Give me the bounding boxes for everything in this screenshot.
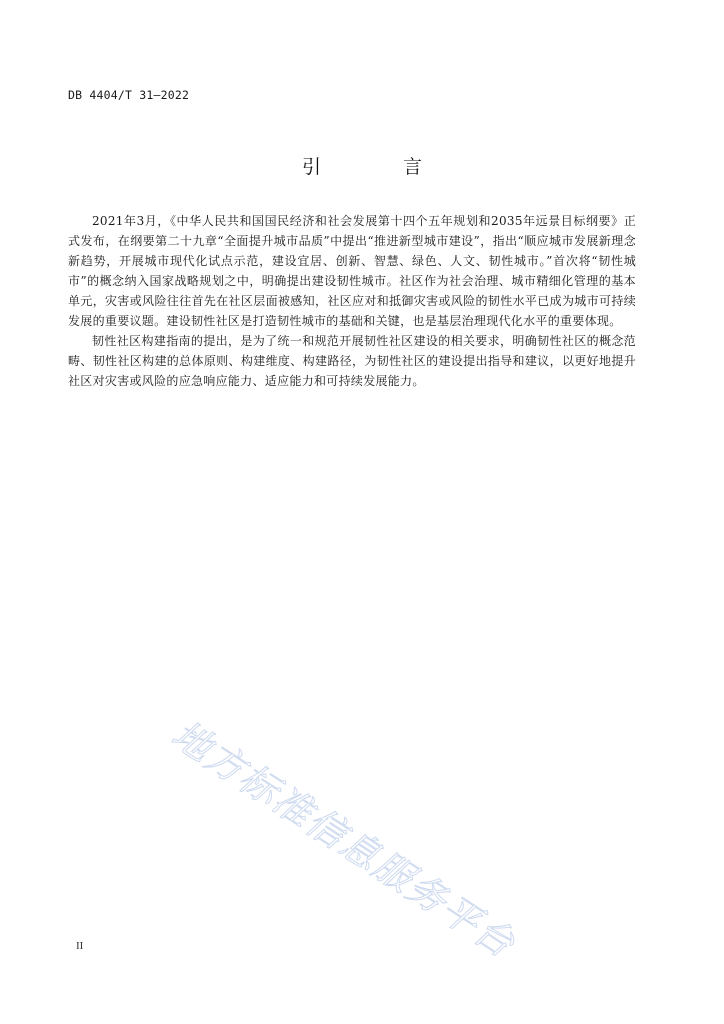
page-number: II	[76, 940, 84, 952]
paragraph-2: 韧性社区构建指南的提出，是为了统一和规范开展韧性社区建设的相关要求，明确韧性社区的概念范畴、韧性社区构建的总体原则、构建维度、构建路径，为韧性社区的建设提出指导和建议，以更好地提升社区对灾害或风险的应急响应能力、适应能力和可持续发展能力。	[68, 334, 636, 388]
body-text	[68, 211, 636, 391]
document-code: DB 4404/T 31—2022	[68, 88, 190, 102]
watermark: 地方标准信息服务平台	[164, 711, 524, 967]
section-title: 引 言	[301, 156, 461, 178]
paragraph-1: 2021年3月，《中华人民共和国国民经济和社会发展第十四个五年规划和2035年远景目标纲要》正式发布，在纲要第二十九章“全面提升城市品质”中提出“推进新型城市建设”，指出“顺应城市发展新理念新趋势，开展城市现代化试点示范，建设宜居、创新、智慧、绿色、人文、韧性城市。”首次将“韧性城市”的概念纳入国家战略规划之中，明确提出建设韧性城市。社区作为社会治理、城市精细化管理的基本单元，灾害或风险往往首先在社区层面被感知，社区应对和抵御灾害或风险的韧性水平已成为城市可持续发展的重要议题。建设韧性社区是打造韧性城市的基础和关键，也是基层治理现代化水平的重要体现。	[68, 214, 636, 328]
